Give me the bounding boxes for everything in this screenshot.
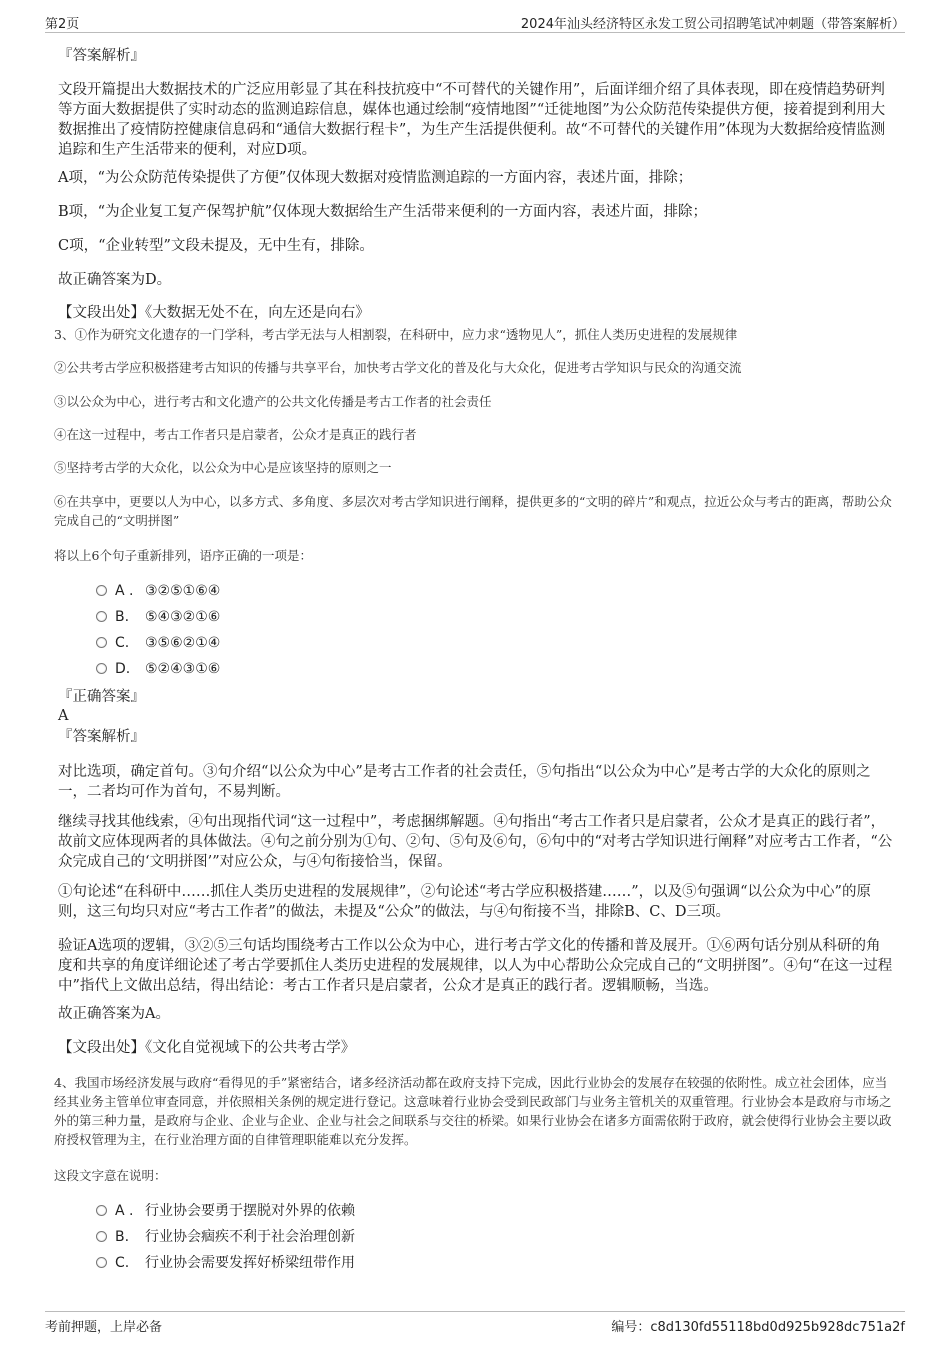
option-text: ③②⑤①⑥④ [145, 583, 221, 599]
q3-option-c[interactable] [96, 633, 220, 653]
option-text: 行业协会需要发挥好桥梁纽带作用 [145, 1255, 355, 1271]
page-footer [45, 1311, 905, 1336]
q3-sentence-1: 3、①作为研究文化遗存的一门学科，考古学无法与人相割裂，在科研中，应力求“透物见人”，抓住人类历史进程的发展规律 [54, 327, 738, 342]
q4-question: 这段文字意在说明： [54, 1168, 167, 1183]
q4-option-b[interactable] [96, 1227, 355, 1247]
q3-option-b[interactable] [96, 607, 220, 627]
radio-icon[interactable] [96, 1205, 107, 1216]
option-letter: B. [115, 609, 130, 625]
q3-sentence-3: ③以公众为中心，进行考古和文化遗产的公共文化传播是考古工作者的社会责任 [54, 394, 492, 409]
q2-option-a-analysis: A项，“为公众防范传染提供了方便”仅体现大数据对疫情监测追踪的一方面内容，表述片面，排除； [58, 170, 693, 186]
option-text: ⑤④③②①⑥ [145, 609, 221, 625]
q4-option-c[interactable] [96, 1253, 355, 1273]
q3-sentence-2: ②公共考古学应积极搭建考古知识的传播与共享平台，加快考古学文化的普及化与大众化，促进考古学知识与民众的沟通交流 [54, 360, 742, 375]
q2-analysis-label: 『答案解析』 [58, 48, 145, 64]
document-title: 2024年汕头经济特区永发工贸公司招聘笔试冲刺题（带答案解析） [520, 17, 905, 32]
q2-source: 【文段出处】《大数据无处不在，向左还是向右》 [58, 305, 370, 321]
option-letter: B. [115, 1229, 130, 1245]
radio-icon[interactable] [96, 1257, 107, 1268]
q3-analysis-label: 『答案解析』 [58, 729, 145, 745]
footer-slogan: 考前押题，上岸必备 [45, 1320, 163, 1335]
q3-analysis-3: ①句论述“在科研中……抓住人类历史进程的发展规律”，②句论述“考古学应积极搭建……”，以及⑤句强调“以公众为中心”的原则，这三句均只对应“考古工作者”的做法，未提及“公众”的做法，与④句衔接不当，排除B、C、D三项。 [58, 884, 871, 920]
q3-analysis-4: 验证A选项的逻辑，③②⑤三句话均围绕考古工作以公众为中心，进行考古学文化的传播和普及展开。①⑥两句话分别从科研的角度和共享的角度详细论述了考古学要抓住人类历史进程的发展规律，以人为中心帮助公众完成自己的“文明拼图”。④句“在这一过程中”指代上文做出总结，得出结论：考古工作者只是启蒙者，公众才是真正的践行者。逻辑顺畅，当选。 [58, 938, 893, 994]
page-header [45, 10, 905, 33]
q2-option-c-analysis: C项，“企业转型”文段未提及，无中生有，排除。 [58, 238, 374, 254]
radio-icon[interactable] [96, 1231, 107, 1242]
option-text: ③⑤⑥②①④ [145, 635, 221, 651]
q4-option-a[interactable] [96, 1201, 355, 1221]
option-text: 行业协会要勇于摆脱对外界的依赖 [145, 1203, 355, 1219]
q2-analysis-paragraph: 文段开篇提出大数据技术的广泛应用彰显了其在科技抗疫中“不可替代的关键作用”，后面详细介绍了具体表现，即在疫情趋势研判等方面大数据提供了实时动态的监测追踪信息，媒体也通过绘制“疫情地图”“迁徙地图”为公众防范传染提供方便，接着提到利用大数据推出了疫情防控健康信息码和“通信大数据行程卡”，为生产生活提供便利。故“不可替代的关键作用”体现为大数据给疫情监测追踪和生产生活带来的便利，对应D项。 [58, 82, 886, 158]
q3-sentence-6: ⑥在共享中，更要以人为中心，以多方式、多角度、多层次对考古学知识进行阐释，提供更多的“文明的碎片”和观点，拉近公众与考古的距离，帮助公众完成自己的“文明拼图” [54, 494, 892, 528]
q3-analysis-1: 对比选项，确定首句。③句介绍“以公众为中心”是考古工作者的社会责任，⑤句指出“以公众为中心”是考古学的大众化的原则之一，二者均可作为首句，不易判断。 [58, 764, 871, 800]
option-letter: D. [115, 661, 131, 677]
q2-conclusion: 故正确答案为D。 [58, 272, 172, 288]
radio-icon[interactable] [96, 611, 107, 622]
q3-answer: A [58, 708, 69, 724]
q4-stem: 4、我国市场经济发展与政府“看得见的手”紧密结合，诸多经济活动都在政府支持下完成，因此行业协会的发展存在较强的依附性。成立社会团体，应当经其业务主管单位审查同意，并依照相关条例的规定进行登记。这意味着行业协会受到民政部门与业务主管机关的双重管理。行业协会本是政府与市场之外的第三种力量，是政府与企业、企业与企业、企业与社会之间联系与交往的桥梁。如果行业协会在诸多方面需依附于政府，就会使得行业协会主要以政府授权管理为主，在行业治理方面的自律管理职能难以充分发挥。 [54, 1075, 892, 1147]
option-text: ⑤②④③①⑥ [145, 661, 221, 677]
q3-source: 【文段出处】《文化自觉视域下的公共考古学》 [58, 1040, 356, 1056]
q3-option-a[interactable] [96, 581, 220, 601]
option-text: 行业协会痼疾不利于社会治理创新 [145, 1229, 355, 1245]
q3-answer-label: 『正确答案』 [58, 689, 145, 705]
document-id: 编号：c8d130fd55118bd0d925b928dc751a2f [611, 1320, 905, 1335]
option-letter: A . [115, 1203, 134, 1219]
q3-sentence-5: ⑤坚持考古学的大众化，以公众为中心是应该坚持的原则之一 [54, 460, 392, 475]
q2-option-b-analysis: B项，“为企业复工复产保驾护航”仅体现大数据给生产生活带来便利的一方面内容，表述片面，排除； [58, 204, 707, 220]
page-number: 第2页 [45, 17, 80, 32]
option-letter: A . [115, 583, 134, 599]
q3-sentence-4: ④在这一过程中，考古工作者只是启蒙者，公众才是真正的践行者 [54, 427, 417, 442]
q3-option-d[interactable] [96, 659, 220, 679]
radio-icon[interactable] [96, 585, 107, 596]
radio-icon[interactable] [96, 637, 107, 648]
option-letter: C. [115, 1255, 130, 1271]
radio-icon[interactable] [96, 663, 107, 674]
q3-question: 将以上6个句子重新排列，语序正确的一项是： [54, 548, 312, 563]
option-letter: C. [115, 635, 130, 651]
q3-analysis-2: 继续寻找其他线索，④句出现指代词“这一过程中”，考虑捆绑解题。④句指出“考古工作者只是启蒙者，公众才是真正的践行者”，故前文应体现两者的具体做法。④句之前分别为①句、②句、⑤句及⑥句，⑥句中的“对考古学知识进行阐释”对应考古工作者，“公众完成自己的‘文明拼图’”对应公众，与④句衔接恰当，保留。 [58, 814, 893, 870]
q3-conclusion: 故正确答案为A。 [58, 1006, 170, 1022]
